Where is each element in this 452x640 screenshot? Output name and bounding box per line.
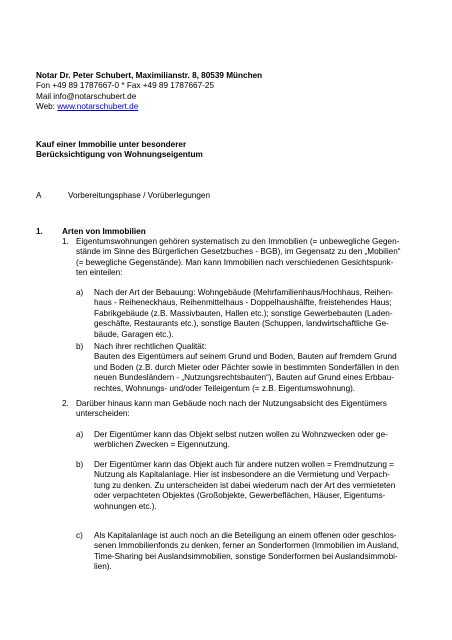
phone-fax: Fon +49 89 1787667-0 * Fax +49 89 1787667-25 bbox=[36, 81, 214, 91]
heading-number: 1. bbox=[36, 227, 43, 236]
sub-b-label: b) bbox=[76, 342, 84, 351]
document-title: Kauf einer Immobilie unter besonderer Berücksichtigung von Wohnungseigentum bbox=[36, 140, 203, 160]
letterhead bbox=[36, 71, 426, 113]
sub2-b-text: Der Eigentümer kann das Objekt auch für andere nutzen wollen = Fremdnutzung = Nutzung als Kapitalanlage. Hier ist insbesondere an die Vermietung und Verpach- tung zu denken. Zu unterscheiden ist dabei wiederum nach der Art des vermieteten oder verpachteten Objektes (Großobjekte, Gewerbeflächen, Häuser, Eigentums- wohnungen etc.). bbox=[94, 460, 396, 511]
section-a-letter: A bbox=[36, 191, 42, 200]
sub2-a-label: a) bbox=[76, 430, 84, 439]
section-a-title: Vorbereitungsphase / Vorüberlegungen bbox=[68, 191, 211, 200]
item-2-number: 2. bbox=[62, 399, 69, 408]
website-link[interactable]: www.notarschubert.de bbox=[57, 102, 139, 112]
sub2-c-text: Als Kapitalanlage ist auch noch an die Beteiligung an einem offenen oder geschlos- senen Immobilienfonds zu denken, ferner an Sonderformen (Immobilien im Ausland, Time-Sharing bei Auslandsimmobilien, sonstige Sonderformen bei Auslandsimmobi- lien). bbox=[94, 531, 399, 572]
sub2-c-label: c) bbox=[76, 531, 83, 540]
item-1-text: Eigentumswohnungen gehören systematisch zu den Immobilien (= unbewegliche Gegen- stände im Sinne des Bürgerlichen Gesetzbuches - BGB), im Gegensatz zu den „Mobilien“ (= bewegliche Gegenstände). Man kann Immobilien nach verschiedenen Gesichtspunk- ten einteilen: bbox=[76, 237, 401, 278]
item-2-text: Darüber hinaus kann man Gebäude noch nach der Nutzungsabsicht des Eigentümers unterscheiden: bbox=[76, 399, 387, 419]
section-heading: Arten von Immobilien bbox=[62, 227, 146, 236]
email-line: Mail info@notarschubert.de bbox=[36, 91, 137, 101]
item-1-number: 1. bbox=[62, 237, 69, 246]
sub-a-label: a) bbox=[76, 288, 84, 297]
sub-a-text: Nach der Art der Bebauung: Wohngebäude (Mehrfamilienhaus/Hochhaus, Reihen- haus - Reiheneckhaus, Reihenmittelhaus - Doppelhaushälfte, freistehendes Haus; Fabrikgebäude (z.B. Massivbauten, Hallen etc.); sonstige Gewerbebauten (Laden- geschäfte, Restaurants etc.), sonstige Bauten (Schuppen, landwirtschaftliche Ge- bäude, Garagen etc.). bbox=[94, 288, 393, 339]
sub2-a-text: Der Eigentümer kann das Objekt selbst nutzen wollen zu Wohnzwecken oder ge- werblichen Zwecken = Eigennutzung. bbox=[94, 430, 388, 450]
sub2-b-label: b) bbox=[76, 460, 84, 469]
notary-name-address: Notar Dr. Peter Schubert, Maximilianstr. 8, 80539 München bbox=[36, 71, 263, 80]
sub-b-text: Nach ihrer rechtlichen Qualität: Bauten des Eigentümers auf seinem Grund und Boden, Bauten auf fremdem Grund und Boden (z.B. durch Mieter oder Pächter sowie in bestimmten Sonderfällen in den neuen Bundesländern - „Nutzungsrechtsbauten“), Bauten auf Grund eines Erbbau- rechtes, Wohnungs- und/oder Teileigentum (= z.B. Eigentumswohnung). bbox=[94, 342, 399, 393]
web-line: Web: www.notarschubert.de bbox=[36, 102, 139, 112]
